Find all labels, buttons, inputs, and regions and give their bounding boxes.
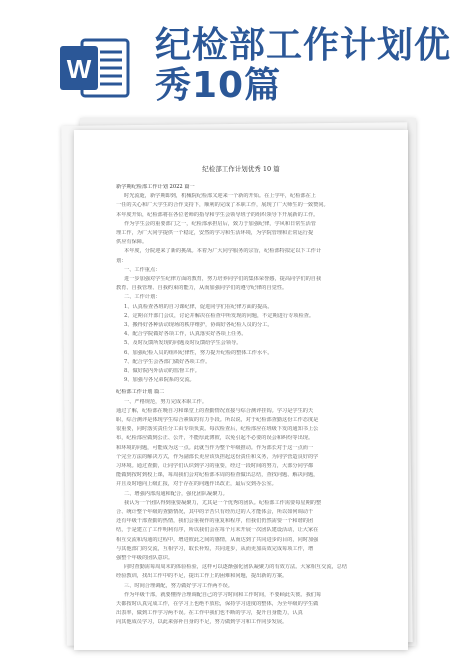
document-line: 通过了解，纪检部在晚自习和课堂上的查勤情况直接与综合测评挂钩。学习是学生的天 [116, 407, 314, 414]
document-line: 8、做好院内外活动的监督工作。 [124, 368, 200, 374]
title-line-1: 纪检部工作计划优 [155, 25, 452, 66]
document-line: 还有年级干部查勤的热情，我们会重视作的重复和程序，但我们仍然需要一个和谐的团 [116, 518, 314, 525]
section-heading: 纪检部工作计划 篇二 [116, 389, 165, 396]
document-line: 二、增强内部沟通和配合，强化团队凝聚力。 [124, 490, 228, 497]
title-line-2: 秀10篇 [155, 65, 282, 106]
document-line: 理工作，为广大同学提供一个稳定，安然的学习和生活环境，为学院管理和正常运行提 [116, 230, 314, 236]
document-line: 相互交流和沟通的过程中，增进彼此之间的感情，从而达到了共同进步的目的，同时加强 [116, 536, 319, 543]
document-line: 很重要，同时落实责任分工由专项负责。每次检查后，纪检部应在班级下发的通知书上公 [116, 426, 319, 433]
banner [0, 0, 474, 120]
document-line: 6、加强纪检人员的组织纪律性，努力提升纪检的整体工作水平。 [124, 349, 273, 356]
document-line: 天都按时认真完成工作，在学习上也绝不放松，保持学习进度的整体，为全年级的学生做 [116, 601, 319, 607]
document-line: 9、加强与各兄弟院系的交流。 [124, 377, 195, 384]
page-title [155, 26, 455, 106]
document-line: 同时查勤需每周周末的体验检验，这样可以逐渐强化团队凝聚力的有效方法。大家相互交流，总结 [124, 564, 348, 571]
document-line: 结，于是建立了工作明利有序，所以我们会在每个月末开展一次团队建设活动，让大家在 [116, 527, 319, 534]
document-line: 进一步加强对学生纪律方面的教育，努力培养同学们的集体荣誉感，提高同学们的自我 [124, 276, 322, 282]
document-line: 划： [116, 257, 127, 264]
document-line: 向其他成员学习，以此来弥补自身的不足，努力做到学习和工作同步发展。 [116, 619, 288, 626]
document-line: 2、定期召开部门会议，讨论并解决在检查中所发现的问题，不定期进行专项检查。 [124, 312, 315, 319]
document-line: 一任的关心和广大学生的合作支持下，顺利的完成了本职工作，展现了广大师生的一致赞同。 [116, 202, 329, 209]
document-line: 供应有保障。 [116, 239, 148, 246]
document-line: 强整个年级的团队意识。 [116, 555, 174, 561]
document-line: 时光流逝，新学期即到，机械院纪检部又迎来一个新的开始。在上学年，纪检部在上 [124, 193, 316, 200]
document-line: 3、搬得好各种活动现场的秩序维护，协调好各纪检人员的分工。 [124, 322, 273, 328]
document-line: 合、统计整个年级的查勤情况，其中的辛苦只有经历过的人才能体会，所以如何调动干 [116, 509, 314, 515]
document-line: 个完全方法的解决方式，作为副部长更应该负担起这份责任和义务，为同学营造良好的学 [116, 453, 319, 460]
document-line: 教育、自我管理、自我约束的能力，从而加强同学们的遵守纪律的自觉性。 [116, 285, 288, 292]
document-line: 作为年级干部，就要懂得合理调配自己的学习时间和工作时间，不要顾此失彼。我们每 [124, 591, 322, 598]
document-line: 7、配合学生会各部门做好各项工作。 [124, 358, 211, 365]
document-line: 习环境。通过查勤，让同学们认识到学习的重要，经过一段时间的努力，大部分同学都 [116, 463, 314, 469]
document-line: 本年度开始，纪检部将在各位老师的指导和学生会领导班子的组织领导下开展新的工作。 [116, 211, 319, 218]
document-line: 出表率，做到工作学习两不误。在工作中我们也不断的学习，提升自身能力，认真 [116, 610, 303, 617]
document-line: 经验教训，找出工作中的不足，提出工作上的困难和问题，提出新的方案。 [116, 573, 288, 580]
document-line: 并且及时地向上级汇报，对于存在的问题作出改正，最后交到办公室。 [116, 481, 277, 488]
document-line: 与其他部门的交流，互相学习，取长补短，共同进步，从而更加高效完成每项工作，增 [116, 545, 314, 552]
document-line: 一、严格规范，努力完成本职工作。 [124, 398, 208, 405]
document-line: 三、时间合理调配，努力做好学习工作两不误。 [124, 582, 233, 589]
document-line: 本年度，分院迎来了新的挑战。本着为广大同学服务的宗旨，纪检部特拟定以下工作计 [124, 248, 322, 255]
document-line: 作为学生会的重要部门之一，纪检部承担启后，致力于加强纪律，学风和日常生活管 [124, 220, 316, 227]
document-line: 我认为一个团队得到重要凝聚力，尤其是一个优秀的团队。纪检部工作需要每星期的整 [124, 499, 322, 506]
document-line: 一、工作重点： [124, 266, 161, 273]
section-heading: 新学期纪检部工作计划 2022 篇一 [116, 184, 195, 190]
word-doc-icon [60, 38, 132, 98]
document-line: 1、认真检查各班的自习课纪律，促进同学们在纪律方面的提高。 [124, 303, 273, 310]
document-line: 布，纪检部应做到公正、公开，不能厚此薄彼，以免引起不必要的误会和纠纷等出现。 [116, 435, 314, 442]
document-line: 4、配合学院做好各项工作，认真落实好各项上任务。 [124, 331, 247, 338]
document-line: 二、工作计划： [124, 294, 161, 301]
document-title: 纪检部工作计划优秀 10 篇 [202, 165, 280, 173]
document-line: 能做到按时到校上课，每周我们会对纪检部本周的检查做出总结，查找问题、解决问题， [116, 472, 319, 479]
document-line: 和环境的问题，可能成为这一点。此就当作为整个年级推动。作为部长对于这一点而一 [116, 444, 314, 451]
document-line: 5、及时反馈所发现的问题及时反馈给学生会领导。 [124, 340, 242, 347]
document-page [74, 130, 408, 650]
document-line: 职，综合测评是体现学生综合素质的有力手段。所以说，对于纪检部查勤这份工作态度是 [116, 417, 319, 423]
word-letter: W [66, 54, 92, 84]
